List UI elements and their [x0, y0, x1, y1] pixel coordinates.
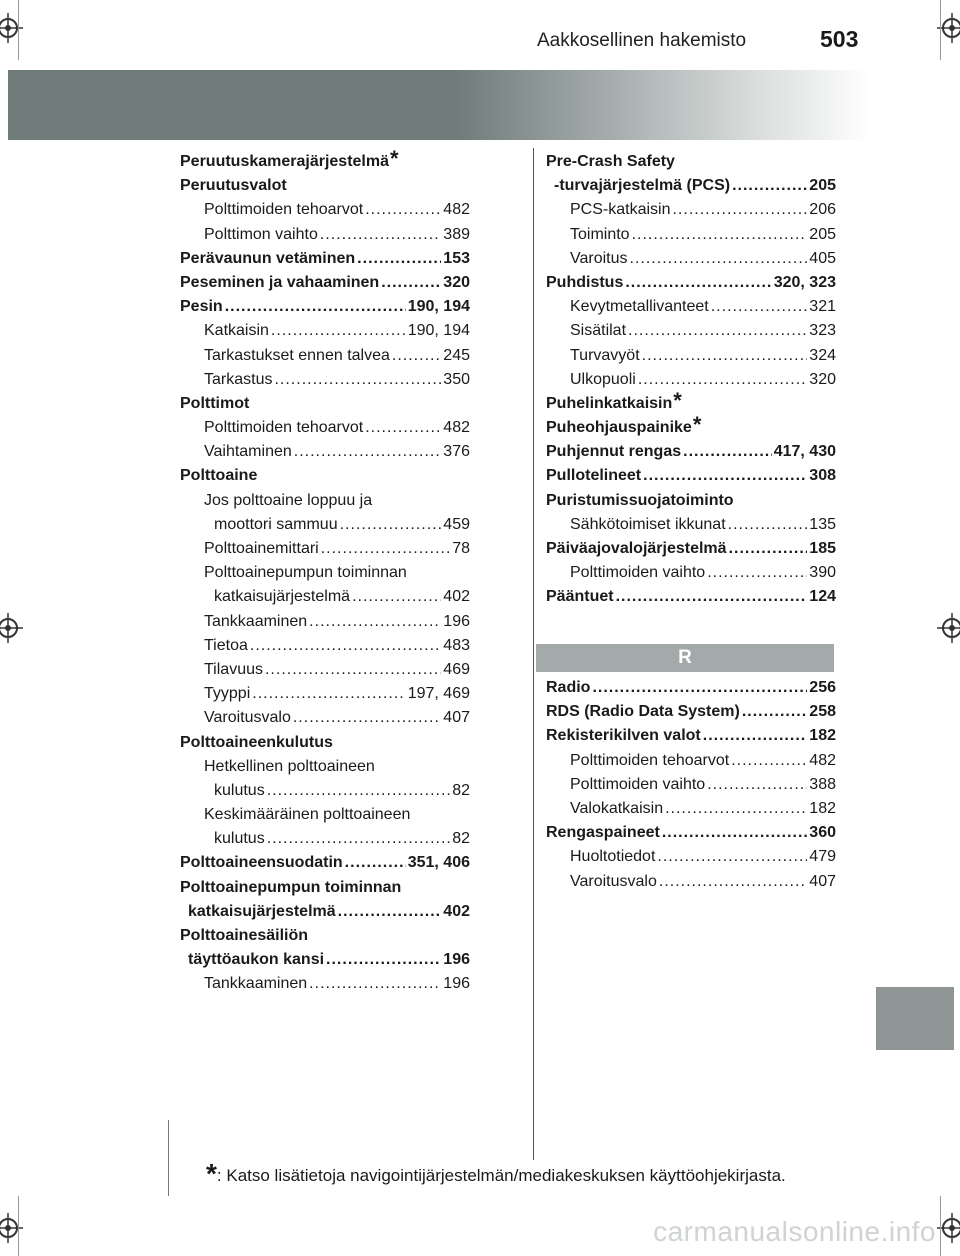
index-entry — [180, 174, 470, 198]
header-title: Aakkosellinen hakemisto — [537, 30, 747, 51]
leader-dots — [340, 513, 442, 537]
index-entry — [546, 537, 836, 561]
leader-dots — [381, 271, 441, 295]
index-entry-page: 323 — [809, 322, 836, 340]
leader-dots — [729, 537, 808, 561]
leader-dots — [731, 749, 807, 773]
index-entry — [180, 972, 470, 996]
index-entry — [180, 827, 470, 851]
index-entry-page: 469 — [443, 660, 470, 678]
index-entry-page: 153 — [443, 249, 470, 267]
index-entry-term: kulutus — [214, 781, 265, 799]
index-entry — [180, 464, 470, 488]
index-entry-term: Päiväajovalojärjestelmä — [546, 540, 727, 557]
index-entry-term: Polttoainesäiliön — [180, 927, 309, 944]
page-number: 503 — [820, 26, 859, 52]
index-entry-term: Radio — [546, 679, 591, 696]
index-entry-term: katkaisujärjestelmä — [188, 902, 336, 920]
index-entry-page: 196 — [443, 975, 470, 993]
index-entry-term: Polttimoiden tehoarvot — [204, 419, 364, 437]
column-divider — [533, 148, 534, 1160]
trim-line — [18, 0, 19, 60]
index-entry-page: 182 — [809, 727, 836, 745]
index-entry-page: 205 — [809, 225, 836, 243]
index-entry — [180, 924, 470, 948]
leader-dots — [309, 610, 441, 634]
index-entry-term: Pre-Crash Safety — [546, 153, 675, 170]
index-entry — [546, 773, 836, 797]
leader-dots — [742, 700, 807, 724]
index-entry-term: Varoitusvalo — [570, 872, 657, 890]
index-entry-page: 376 — [443, 443, 470, 461]
index-entry — [546, 344, 836, 368]
index-entry — [180, 706, 470, 730]
trim-line — [18, 1196, 19, 1256]
index-column-right-top — [546, 150, 836, 610]
leader-dots — [265, 658, 441, 682]
index-entry-page: 351, 406 — [407, 854, 470, 872]
index-entry-term: Polttoaine — [180, 467, 258, 485]
index-entry-term: Tankkaaminen — [204, 612, 308, 630]
index-entry — [546, 440, 836, 464]
watermark: carmanualsonline.info — [653, 1216, 936, 1247]
leader-dots — [267, 779, 451, 803]
leader-dots — [592, 676, 807, 700]
index-entry-term: -turvajärjestelmä (PCS) — [554, 177, 731, 195]
index-entry-term: Valokatkaisin — [570, 799, 664, 817]
index-entry-page: 482 — [443, 201, 470, 219]
leader-dots — [274, 368, 441, 392]
index-entry-term: moottori sammuu — [214, 515, 338, 533]
index-entry-term: Polttoainepumpun toiminnan — [180, 878, 402, 896]
index-entry — [180, 295, 470, 319]
leader-dots — [659, 870, 807, 894]
index-entry-term: Ulkopuoli — [570, 370, 636, 388]
index-entry-term: Toiminto — [570, 225, 630, 243]
index-entry — [180, 223, 470, 247]
index-entry — [546, 198, 836, 222]
index-entry-term: Varoitus — [570, 249, 628, 267]
index-entry-term: Polttimoiden tehoarvot — [204, 201, 364, 219]
index-entry — [546, 513, 836, 537]
index-entry — [180, 561, 470, 585]
leader-dots — [252, 682, 405, 706]
index-entry-page: 245 — [443, 346, 470, 364]
index-entry — [180, 440, 470, 464]
index-entry-page: 402 — [443, 588, 470, 606]
index-entry-page: 360 — [809, 824, 836, 842]
leader-dots — [711, 295, 808, 319]
index-entry-term: Puhelinkatkaisin — [546, 394, 673, 412]
index-entry — [180, 489, 470, 513]
index-entry — [180, 658, 470, 682]
chapter-tab — [876, 987, 954, 1050]
index-entry-term: Jos polttoaine loppuu ja — [204, 491, 373, 509]
index-entry-term: Puhdistus — [546, 273, 624, 291]
index-entry-page: 197, 469 — [407, 685, 470, 703]
index-entry-term: Tarkastus — [204, 370, 273, 388]
index-entry-page: 258 — [809, 703, 836, 721]
index-entry-page: 82 — [452, 830, 470, 848]
index-entry-term: Katkaisin — [204, 322, 269, 340]
index-entry-term: Tarkastukset ennen talvea — [204, 346, 390, 364]
index-entry-term: katkaisujärjestelmä — [214, 588, 351, 606]
index-entry — [546, 368, 836, 392]
registration-mark-icon — [0, 1213, 23, 1243]
index-entry-page: 206 — [809, 201, 836, 219]
leader-dots — [665, 797, 807, 821]
index-entry-term: Keskimääräinen polttoaineen — [204, 806, 411, 824]
index-entry — [546, 271, 836, 295]
leader-dots — [338, 900, 442, 924]
index-entry-page: 459 — [443, 515, 470, 533]
index-entry — [546, 821, 836, 845]
index-entry-page: 388 — [809, 775, 836, 793]
index-column-right-bottom — [546, 676, 836, 894]
index-entry — [180, 755, 470, 779]
index-entry — [180, 198, 470, 222]
index-entry-page: 320 — [809, 370, 836, 388]
leader-dots — [672, 198, 807, 222]
leader-dots — [250, 634, 441, 658]
index-entry — [546, 489, 836, 513]
index-entry — [546, 749, 836, 773]
index-entry-page: 124 — [809, 588, 836, 606]
index-entry-page: 482 — [443, 419, 470, 437]
index-entry-term: Polttimoiden tehoarvot — [570, 751, 730, 769]
index-entry-term: Tilavuus — [204, 660, 263, 678]
index-entry-term: Polttoainemittari — [204, 540, 319, 557]
index-entry-term: RDS (Radio Data System) — [546, 703, 740, 721]
index-entry-page: 350 — [443, 370, 470, 388]
index-entry-page: 482 — [809, 751, 836, 769]
index-entry: Peruutuskamerajärjestelmä * — [180, 150, 470, 174]
trim-line — [940, 1196, 941, 1256]
index-entry-page: 405 — [809, 249, 836, 267]
leader-dots — [642, 344, 808, 368]
index-entry-term: Polttimoiden vaihto — [570, 775, 706, 793]
registration-mark-icon — [0, 613, 23, 643]
index-entry-page: 320 — [443, 273, 470, 291]
leader-dots — [309, 972, 441, 996]
index-entry-page: 82 — [452, 781, 470, 799]
index-entry-term: Rekisterikilven valot — [546, 727, 701, 745]
index-entry-term: Puristumissuojatoiminto — [546, 491, 734, 509]
index-entry-page: 256 — [809, 679, 836, 696]
index-entry — [546, 174, 836, 198]
index-entry — [546, 585, 836, 609]
index-entry-term: Peruutuskamerajärjestelmä — [180, 153, 389, 170]
index-entry — [546, 223, 836, 247]
leader-dots — [294, 440, 442, 464]
index-entry-term: Hetkellinen polttoaineen — [204, 757, 375, 775]
index-entry-page: 402 — [443, 902, 470, 920]
index-entry-term: Polttimon vaihto — [204, 225, 318, 243]
index-entry-term: Tietoa — [204, 636, 248, 654]
leader-dots — [707, 773, 807, 797]
leader-dots — [683, 440, 772, 464]
index-entry-term: Polttoainepumpun toiminnan — [204, 564, 407, 582]
leader-dots — [628, 319, 807, 343]
index-entry-term: Polttimoiden vaihto — [570, 564, 706, 582]
index-column-left — [180, 146, 470, 997]
index-entry-page: 407 — [443, 709, 470, 727]
index-entry-page: 390 — [809, 564, 836, 582]
index-entry: Puhelinkatkaisin * — [546, 392, 836, 416]
index-entry-term: Pullotelineet — [546, 467, 642, 485]
index-entry-term: Puheohjauspainike — [546, 419, 692, 437]
leader-dots — [320, 223, 441, 247]
index-entry — [546, 676, 836, 700]
leader-dots — [345, 851, 406, 875]
index-entry — [180, 779, 470, 803]
index-entry-term: Sähkötoimiset ikkunat — [570, 515, 726, 533]
index-entry-term: Pesin — [180, 298, 223, 316]
index-entry-page: 196 — [443, 612, 470, 630]
index-entry — [180, 876, 470, 900]
index-entry-term: Peruutusvalot — [180, 177, 287, 195]
index-entry — [180, 344, 470, 368]
index-entry-page: 196 — [443, 951, 470, 969]
index-entry — [180, 731, 470, 755]
leader-dots — [293, 706, 441, 730]
index-entry — [180, 948, 470, 972]
leader-dots — [662, 821, 807, 845]
leader-dots — [365, 198, 441, 222]
index-entry — [180, 271, 470, 295]
leader-dots — [352, 585, 441, 609]
index-entry — [546, 295, 836, 319]
index-entry-page: 205 — [809, 177, 836, 195]
index-entry — [180, 900, 470, 924]
index-entry-page: 320, 323 — [773, 273, 836, 291]
index-entry — [180, 392, 470, 416]
index-entry-page: 135 — [809, 515, 836, 533]
index-entry-term: Peseminen ja vahaaminen — [180, 273, 380, 291]
leader-dots — [632, 223, 808, 247]
index-entry-term: kulutus — [214, 830, 265, 848]
index-entry — [546, 870, 836, 894]
leader-dots — [625, 271, 771, 295]
footnote-text: : Katso lisätietoja navigointijärjestelmän/mediakeskuksen käyttöohjekirjasta. — [216, 1166, 786, 1185]
index-entry-page: 190, 194 — [407, 322, 470, 340]
index-entry — [180, 682, 470, 706]
leader-dots — [638, 368, 807, 392]
leader-dots — [225, 295, 406, 319]
index-entry — [180, 416, 470, 440]
index-entry — [546, 247, 836, 271]
index-entry-page: 389 — [443, 225, 470, 243]
index-entry-page: 308 — [809, 467, 836, 485]
index-entry-term: Kevytmetallivanteet — [570, 298, 709, 316]
index-entry — [546, 845, 836, 869]
section-header-r: R — [536, 644, 834, 672]
footnote — [206, 1158, 786, 1190]
index-entry-term: Polttoaineenkulutus — [180, 733, 333, 751]
index-entry — [180, 319, 470, 343]
leader-dots — [321, 537, 450, 561]
index-entry-page: 324 — [809, 346, 836, 364]
index-entry-page: 190, 194 — [407, 298, 470, 316]
index-entry — [180, 610, 470, 634]
index-entry — [546, 150, 836, 174]
index-entry-term: Varoitusvalo — [204, 709, 291, 727]
index-entry-term: Polttoaineensuodatin — [180, 854, 343, 872]
leader-dots — [732, 174, 807, 198]
index-entry-term: täyttöaukon kansi — [188, 951, 325, 969]
index-entry-term: Huoltotiedot — [570, 848, 656, 866]
index-entry-term: Pääntuet — [546, 588, 614, 606]
index-entry — [180, 537, 470, 561]
leader-dots — [703, 724, 808, 748]
header-banner — [8, 70, 870, 140]
index-entry-term: Tankkaaminen — [204, 975, 308, 993]
index-entry-page: 185 — [809, 540, 836, 557]
index-entry-term: Perävaunun vetäminen — [180, 249, 356, 267]
index-entry — [546, 797, 836, 821]
index-entry-term: Polttimot — [180, 394, 250, 412]
left-margin-rule — [168, 1120, 169, 1196]
leader-dots — [657, 845, 807, 869]
leader-dots — [326, 948, 441, 972]
index-entry-page: 483 — [443, 636, 470, 654]
index-entry-page: 407 — [809, 872, 836, 890]
leader-dots — [643, 464, 807, 488]
leader-dots — [728, 513, 808, 537]
leader-dots — [707, 561, 807, 585]
index-entry — [180, 585, 470, 609]
index-entry — [546, 561, 836, 585]
leader-dots — [357, 247, 441, 271]
index-entry-term: Tyyppi — [204, 685, 251, 703]
leader-dots — [616, 585, 808, 609]
leader-dots — [392, 344, 441, 368]
index-entry-term: Turvavyöt — [570, 346, 640, 364]
index-entry-page: 479 — [809, 848, 836, 866]
index-entry — [180, 851, 470, 875]
index-entry-term: Puhjennut rengas — [546, 443, 682, 461]
index-entry: Puheohjauspainike * — [546, 416, 836, 440]
index-entry — [546, 464, 836, 488]
index-entry — [546, 319, 836, 343]
trim-line — [940, 0, 941, 60]
index-entry-page: 78 — [452, 540, 470, 557]
index-entry — [546, 700, 836, 724]
leader-dots — [630, 247, 808, 271]
index-entry-page: 417, 430 — [773, 443, 836, 461]
index-entry-page: 321 — [809, 298, 836, 316]
index-entry-term: Sisätilat — [570, 322, 627, 340]
footnote-star: * — [206, 1158, 217, 1189]
index-entry — [180, 803, 470, 827]
registration-mark-icon — [0, 13, 23, 43]
index-entry — [180, 634, 470, 658]
leader-dots — [267, 827, 451, 851]
index-entry-term: PCS-katkaisin — [570, 201, 671, 219]
index-entry-term: Rengaspaineet — [546, 824, 660, 842]
index-entry — [180, 247, 470, 271]
index-entry — [180, 368, 470, 392]
leader-dots — [271, 319, 406, 343]
index-entry — [180, 513, 470, 537]
index-entry-term: Vaihtaminen — [204, 443, 292, 461]
index-entry — [546, 724, 836, 748]
registration-mark-icon — [937, 613, 960, 643]
index-entry-page: 182 — [809, 799, 836, 817]
leader-dots — [365, 416, 441, 440]
